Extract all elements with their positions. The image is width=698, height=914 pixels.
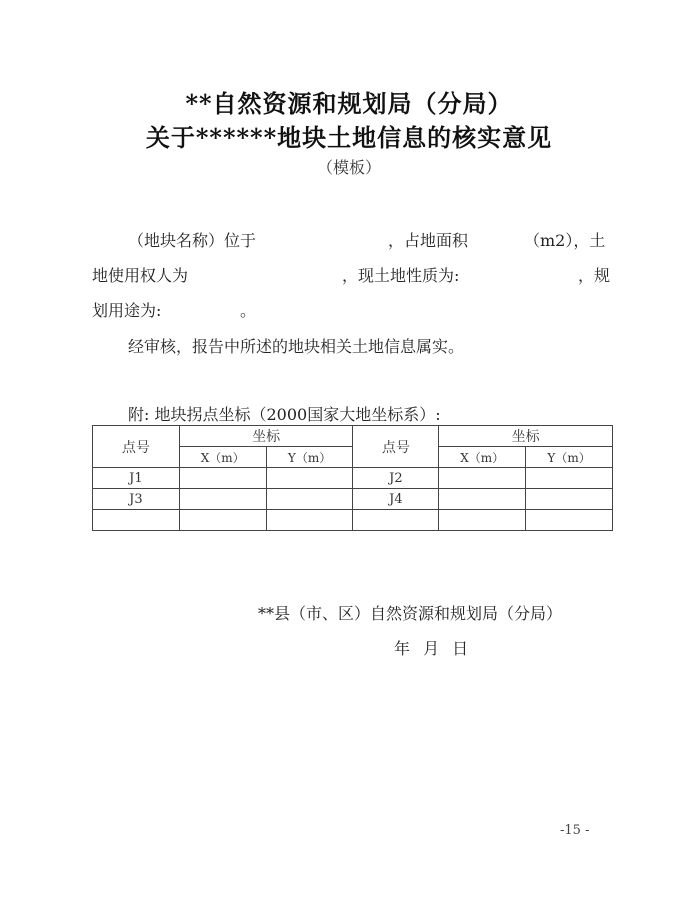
para1-part-c: （m2），土	[524, 231, 606, 250]
para3-part-a: 划用途为:	[92, 301, 162, 320]
coord-cell	[526, 468, 613, 489]
coord-cell	[179, 468, 266, 489]
header-point-right: 点号	[353, 426, 439, 468]
para2-part-c: ，规	[578, 266, 611, 285]
point-label: J4	[353, 489, 439, 510]
header-coord-left: 坐标	[179, 426, 353, 447]
point-label	[353, 510, 439, 531]
point-label: J1	[93, 468, 180, 489]
signing-date: 年 月 日	[394, 639, 473, 658]
coord-cell	[266, 510, 353, 531]
header-point-left: 点号	[93, 426, 180, 468]
table-row	[93, 468, 613, 489]
coord-cell	[266, 489, 353, 510]
page-number: -15 -	[560, 823, 590, 838]
para1-part-b: ，占地面积	[388, 231, 469, 250]
attachment-label: 附: 地块拐点坐标（2000国家大地坐标系）:	[128, 405, 441, 424]
coord-cell	[439, 510, 526, 531]
document-title-line2: 关于******地块土地信息的核实意见	[145, 123, 553, 152]
header-x-left: X（m）	[179, 447, 266, 468]
signing-organization: **县（市、区）自然资源和规划局（分局）	[258, 604, 563, 623]
point-label: J3	[93, 489, 180, 510]
table-row	[93, 489, 613, 510]
document-subtitle: （模板）	[316, 158, 381, 177]
coord-cell	[179, 510, 266, 531]
document-title-line1: **自然资源和规划局（分局）	[185, 89, 513, 118]
para2-part-a: 地使用权人为	[92, 266, 189, 285]
coord-cell	[439, 489, 526, 510]
coordinates-table	[92, 425, 613, 531]
coord-cell	[439, 468, 526, 489]
para2-part-b: ，现土地性质为:	[342, 266, 460, 285]
coord-cell	[526, 510, 613, 531]
verification-statement: 经审核，报告中所述的地块相关土地信息属实。	[128, 337, 465, 356]
header-x-right: X（m）	[439, 447, 526, 468]
header-y-right: Y（m）	[526, 447, 613, 468]
para1-part-a: （地块名称）位于	[128, 231, 257, 250]
coord-cell	[266, 468, 353, 489]
coord-cell	[526, 489, 613, 510]
table-header-row	[93, 426, 613, 447]
coord-cell	[179, 489, 266, 510]
table-row	[93, 510, 613, 531]
point-label: J2	[353, 468, 439, 489]
header-coord-right: 坐标	[439, 426, 613, 447]
header-y-left: Y（m）	[266, 447, 353, 468]
para3-part-b: 。	[240, 301, 257, 320]
point-label	[93, 510, 180, 531]
